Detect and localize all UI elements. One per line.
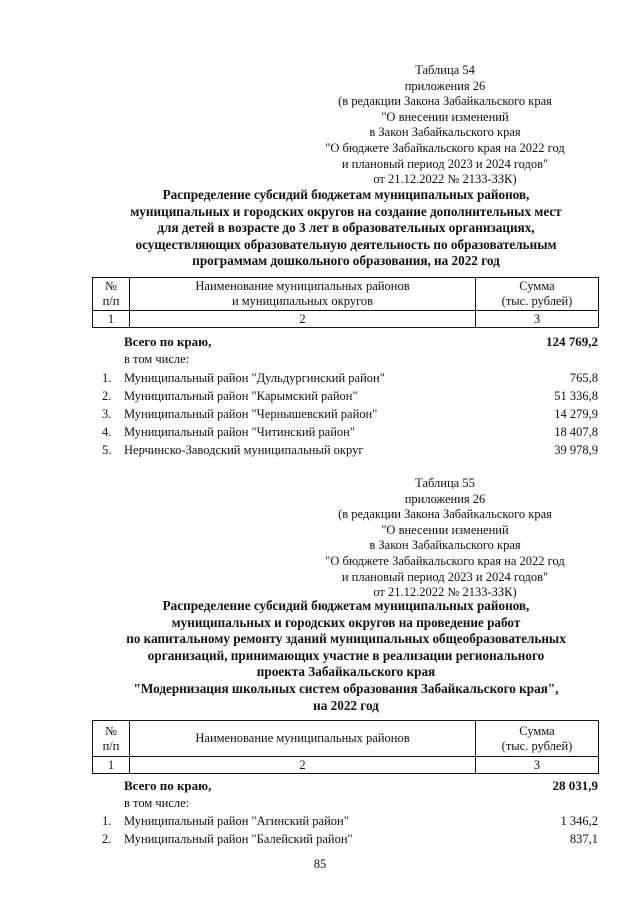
col-name-header (130, 278, 476, 311)
header-line: от 21.12.2022 № 2133-ЗЗК) (373, 172, 517, 187)
table-row (92, 441, 600, 459)
table-row (92, 830, 600, 848)
col-name-header: Наименование муниципальных районов (130, 721, 476, 757)
col-sum-line: Сумма (519, 279, 555, 293)
header-line: и плановый период 2023 и 2024 годов" (341, 569, 549, 584)
title-line: на 2022 год (313, 697, 379, 713)
row-name: Муниципальный район "Агинский район" (124, 814, 349, 828)
table-row (92, 423, 600, 441)
col-index: 3 (476, 311, 599, 328)
col-index: 3 (476, 757, 599, 774)
col-name-line: и муниципальных округов (231, 294, 374, 308)
title-line: проекта Забайкальского края (256, 664, 436, 680)
col-sum-header (476, 721, 599, 757)
table-row (92, 387, 600, 405)
row-value: 765,8 (569, 371, 598, 385)
row-name: Муниципальный район "Карымский район" (124, 389, 358, 403)
header-line: приложения 26 (404, 78, 486, 93)
title-line: осуществляющих образовательную деятельность по образовательным (135, 236, 557, 252)
row-number: 2. (102, 832, 112, 846)
title-line: муниципальных и городских округов на создание дополнительных мест (130, 203, 562, 219)
header-line: Таблица 55 (415, 476, 475, 490)
table54-column-headers (92, 277, 599, 328)
table54-header (300, 63, 590, 188)
col-index: 1 (93, 757, 130, 774)
col-num-line: п/п (102, 738, 120, 753)
header-line: "О внесении изменений (381, 109, 509, 124)
header-line: в Закон Забайкальского края (369, 125, 521, 140)
title-line: программам дошкольного образования, на 2022 год (192, 253, 500, 269)
col-index: 1 (93, 311, 130, 328)
row-value: 14 279,9 (554, 407, 598, 421)
col-sum-line: (тыс. рублей) (501, 738, 573, 753)
table-row (92, 405, 600, 423)
table55-header (300, 476, 590, 601)
header-line: "О внесении изменений (381, 522, 509, 537)
total-label: Всего по краю, (124, 334, 212, 349)
row-number: 5. (102, 443, 112, 457)
col-sum-header (476, 278, 599, 311)
col-sum-line: Сумма (519, 723, 555, 738)
table-row (92, 812, 600, 830)
total-value: 28 031,9 (552, 778, 598, 793)
title-line: муниципальных и городских округов на проведение работ (171, 614, 521, 630)
row-name: Нерчинско-Заводский муниципальный округ (124, 443, 364, 457)
row-number: 3. (102, 407, 112, 421)
table54-total-row (92, 333, 600, 351)
header-line: "О бюджете Забайкальского края на 2022 год (325, 140, 565, 155)
row-number: 4. (102, 425, 112, 439)
row-name: Муниципальный район "Балейский район" (124, 832, 353, 846)
row-number: 1. (102, 814, 112, 828)
title-line: Распределение субсидий бюджетам муниципальных районов, (162, 187, 530, 202)
header-line: в Закон Забайкальского края (369, 538, 521, 553)
header-line: (в редакции Закона Забайкальского края (338, 507, 552, 522)
row-value: 18 407,8 (554, 425, 598, 439)
table55-column-headers (92, 720, 599, 774)
including-label: в том числе: (124, 796, 190, 810)
table54-including (92, 350, 600, 368)
header-line: и плановый период 2023 и 2024 годов" (341, 156, 549, 171)
row-value: 39 978,9 (554, 443, 598, 457)
row-value: 837,1 (569, 832, 598, 846)
header-line: приложения 26 (404, 491, 486, 506)
col-num-line: п/п (102, 294, 120, 308)
col-sum-line: (тыс. рублей) (501, 294, 573, 308)
row-name: Муниципальный район "Дульдургинский район" (124, 371, 385, 385)
col-index: 2 (130, 311, 476, 328)
title-line: "Модернизация школьных систем образования Забайкальского края", (133, 680, 559, 696)
col-num-line: № (105, 279, 117, 293)
total-label: Всего по краю, (124, 778, 212, 793)
row-number: 1. (102, 371, 112, 385)
page-number: 85 (313, 857, 327, 871)
table55-title (92, 598, 600, 714)
table54-title (92, 187, 600, 270)
title-line: для детей в возрасте до 3 лет в образовательных организациях, (157, 220, 535, 236)
total-value: 124 769,2 (546, 334, 598, 349)
row-number: 2. (102, 389, 112, 403)
header-line: Таблица 54 (415, 63, 475, 77)
col-num-header (93, 721, 130, 757)
col-name-line: Наименование муниципальных районов (195, 279, 410, 293)
title-line: Распределение субсидий бюджетам муниципальных районов, (162, 598, 530, 613)
header-line: "О бюджете Забайкальского края на 2022 год (325, 553, 565, 568)
row-value: 51 336,8 (554, 389, 598, 403)
col-index: 2 (130, 757, 476, 774)
table55-including (92, 794, 600, 812)
header-line: (в редакции Закона Забайкальского края (338, 94, 552, 109)
table-row (92, 369, 600, 387)
col-num-line: № (105, 723, 117, 738)
row-name: Муниципальный район "Читинский район" (124, 425, 355, 439)
title-line: организаций, принимающих участие в реализации регионального (147, 647, 545, 663)
col-num-header (93, 278, 130, 311)
title-line: по капитальному ремонту зданий муниципальных общеобразовательных (126, 631, 566, 647)
table55-total-row (92, 777, 600, 795)
row-value: 1 346,2 (560, 814, 598, 828)
row-name: Муниципальный район "Чернышевский район" (124, 407, 378, 421)
including-label: в том числе: (124, 352, 190, 366)
header-line: от 21.12.2022 № 2133-ЗЗК) (373, 585, 517, 600)
